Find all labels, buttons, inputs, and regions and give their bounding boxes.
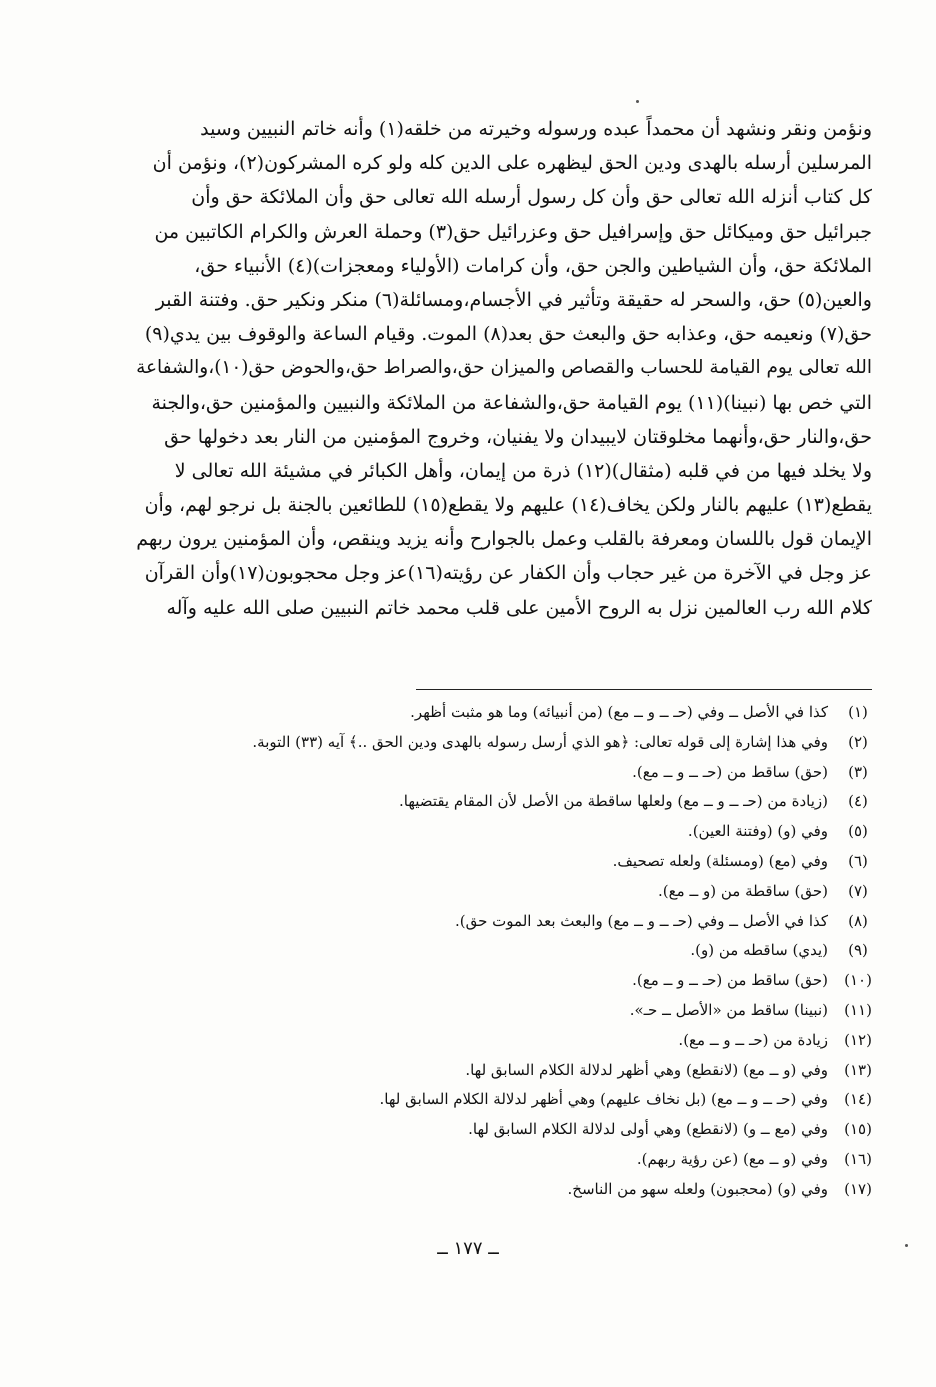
footnote-text: زيادة من (حـ ــ و ــ مع). bbox=[678, 1030, 828, 1049]
footnote-number: (١٥) bbox=[844, 1120, 872, 1139]
text-line: الملائكة حق، وأن الشياطين والجن حق، وأن كرامات (الأولياء ومعجزات)(٤) الأنبياء حق، bbox=[194, 254, 872, 277]
footnote bbox=[128, 758, 880, 788]
text-line: ولا يخلد فيها من في قلبه (مثقال)(١٢) ذرة من إيمان، وأهل الكبائر في مشيئة الله تعالى لا bbox=[174, 459, 872, 482]
footnote-number: (١٧) bbox=[844, 1179, 872, 1198]
footnote-number: (١٦) bbox=[844, 1149, 872, 1168]
footnote-text: وفي هذا إشارة إلى قوله تعالى: ﴿هو الذي أرسل رسوله بالهدى ودين الحق ..﴾ آيه (٣٣) التوبة. bbox=[252, 732, 828, 751]
footnote-number: (٨) bbox=[848, 911, 868, 930]
text-line: حق(٧) ونعيمه حق، وعذابه حق والبعث حق بعد(٨) الموت. وقيام الساعة والوقوف بين يدي(٩) bbox=[144, 323, 872, 346]
footnote bbox=[128, 877, 880, 907]
main-text-block bbox=[128, 112, 872, 625]
scan-speck bbox=[636, 100, 639, 103]
footnote-text: وفي (و) (وفتنة العين). bbox=[687, 822, 828, 841]
text-line: والعين(٥) حق، والسحر له حقيقة وتأثير في الأجسام،ومسائلة(٦) منكر ونكير حق. وفتنة القبر bbox=[155, 288, 872, 311]
footnote bbox=[128, 1085, 880, 1115]
footnote bbox=[128, 1175, 880, 1205]
footnote-number: (٥) bbox=[848, 822, 868, 841]
footnote bbox=[128, 787, 880, 817]
footnote-separator bbox=[416, 689, 872, 690]
footnotes-block bbox=[128, 698, 880, 1205]
footnote-text: (زيادة من (حـ ــ و ــ مع) ولعلها ساقطة من الأصل لأن المقام يقتضيها. bbox=[399, 792, 828, 811]
footnote-number: (٢) bbox=[848, 732, 868, 751]
footnote-text: وفي (حـ ــ و ــ مع) (بل نخاف عليهم) وهي أظهر لدلالة الكلام السابق لها. bbox=[379, 1090, 828, 1109]
footnote-text: كذا في الأصل ــ وفي (حـ ــ و ــ مع) (من أنبيائه) وما هو مثبت أظهر. bbox=[410, 703, 828, 721]
footnote-text: وفي (و ــ مع) (لانقطع) وهي أظهر لدلالة الكلام السابق لها. bbox=[465, 1060, 828, 1079]
footnote-number: (٧) bbox=[848, 881, 868, 900]
text-line: يقطع(١٣) عليهم بالنار ولكن يخاف(١٤) عليهم ولا يقطع(١٥) للطائعين بالجنة بل نرجو لهم، وأن bbox=[144, 494, 872, 517]
text-line: ونؤمن ونقر ونشهد أن محمداً عبده ورسوله وخيرته من خلقه(١) وأنه خاتم النبيين وسيد bbox=[200, 118, 872, 140]
footnote-number: (١) bbox=[848, 703, 868, 721]
text-line: المرسلين أرسله بالهدى ودين الحق ليظهره على الدين كله ولو كره المشركون(٢)، ونؤمن أن bbox=[152, 152, 872, 175]
footnote-text: (حق) ساقط من (حـ ــ و ــ مع). bbox=[632, 971, 828, 990]
footnote bbox=[128, 698, 880, 728]
footnote-number: (٣) bbox=[848, 762, 868, 781]
footnote-number: (٦) bbox=[848, 851, 868, 870]
text-line: كلام الله رب العالمين نزل به الروح الأمين على قلب محمد خاتم النبيين صلى الله عليه وآله bbox=[166, 596, 872, 619]
footnote-text: كذا في الأصل ــ وفي (حـ ــ و ــ مع) والبعث بعد الموت حق). bbox=[454, 911, 828, 930]
footnote bbox=[128, 907, 880, 937]
scan-speck bbox=[905, 1244, 908, 1247]
footnote bbox=[128, 1145, 880, 1175]
text-line: جبرائيل حق وميكائل حق وإسرافيل حق وعزرائيل حق(٣) وحملة العرش والكرام الكاتبين من bbox=[154, 220, 872, 243]
text-line: الله تعالى يوم القيامة للحساب والقصاص والميزان حق،والصراط حق،والحوض حق(١٠)،والشفاعة bbox=[136, 357, 872, 379]
footnote-number: (٩) bbox=[848, 941, 868, 960]
footnote-number: (١٠) bbox=[844, 971, 872, 990]
footnote bbox=[128, 966, 880, 996]
footnote-text: (يدي) ساقطه من (و). bbox=[690, 941, 828, 960]
footnote-text: وفي (مع) (ومسئلة) ولعله تصحيف. bbox=[612, 851, 828, 870]
text-line: التي خص بها (نبينا)(١١) يوم القيامة حق،والشفاعة من الملائكة والنبيين والمؤمنين حق،والجنة bbox=[151, 391, 872, 414]
footnote-text: (حق) ساقطة من (و ــ مع). bbox=[658, 881, 828, 900]
footnote-text: وفي (و) (محجبون) ولعله سهو من الناسخ. bbox=[567, 1179, 828, 1198]
footnote bbox=[128, 1026, 880, 1056]
footnote-text: وفي (و ــ مع) (عن رؤية ربهم). bbox=[636, 1149, 828, 1168]
text-line: حق،والنار حق،وأنهما مخلوقتان لايبيدان ولا يفنيان، وخروج المؤمنين من النار بعد دخولها حق bbox=[164, 425, 872, 448]
footnote-number: (١٣) bbox=[844, 1060, 872, 1079]
footnote bbox=[128, 1115, 880, 1145]
footnote-text: (حق) ساقط من (حـ ــ و ــ مع). bbox=[632, 762, 828, 781]
footnote-text: (نبينا) ساقط من «الأصل ــ حـ». bbox=[629, 1000, 828, 1019]
footnote bbox=[128, 1056, 880, 1086]
footnote bbox=[128, 847, 880, 877]
footnote bbox=[128, 728, 880, 758]
footnote bbox=[128, 936, 880, 966]
footnote-number: (٤) bbox=[848, 792, 868, 811]
footnote-text: وفي (مع ــ و) (لانقطع) وهي أولى لدلالة الكلام السابق لها. bbox=[468, 1120, 828, 1139]
footnote-number: (١٤) bbox=[844, 1090, 872, 1109]
footnote-number: (١١) bbox=[844, 1000, 872, 1019]
footnote bbox=[128, 817, 880, 847]
text-line: عز وجل في الآخرة من غير حجاب وأن الكفار عن رؤيته(١٦)عز وجل محجوبون(١٧)وأن القرآن bbox=[144, 562, 872, 585]
page-number: ــ ١٧٧ ــ bbox=[437, 1238, 499, 1259]
footnote-number: (١٢) bbox=[844, 1030, 872, 1049]
footnote bbox=[128, 996, 880, 1026]
text-line: الإيمان قول باللسان ومعرفة بالقلب وعمل بالجوارح وأنه يزيد وينقص، وأن المؤمنين يرون ربهم bbox=[136, 528, 872, 551]
text-line: كل كتاب أنزله الله تعالى حق وأن كل رسول أرسله الله تعالى حق وأن الملائكة حق وأن bbox=[191, 186, 872, 209]
